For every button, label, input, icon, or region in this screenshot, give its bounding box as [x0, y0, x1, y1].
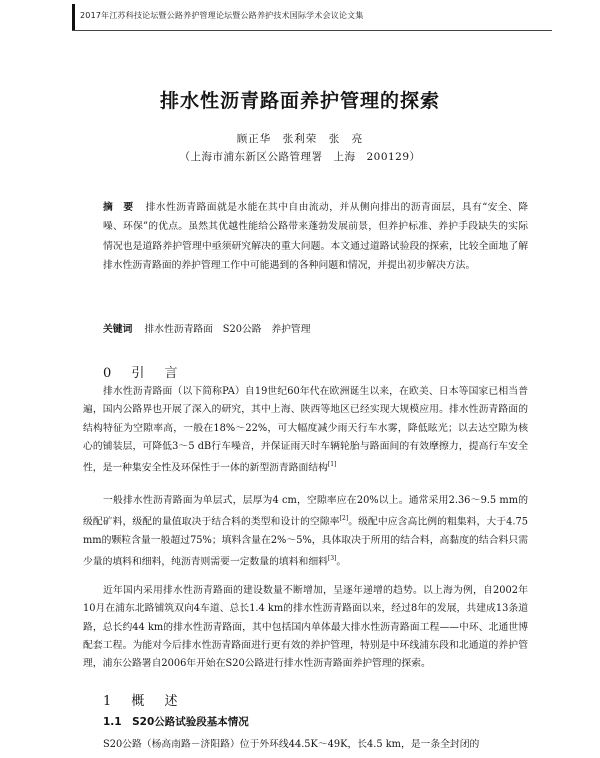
abstract-text: 排水性沥青路面就是水能在其中自由流动，并从侧向排出的沥青面层，具有“安全、降噪、环保”的优点。虽然其优越性能给公路带来蓬勃发展前景，但养护标准、养护手段缺失的实际情况也是道路养护管理中亟须研究解决的重大问题。本文通过道路试验段的探索，比较全面地了解排水性沥青路面的养护管理工作中可能遇到的各种问题和情况，并提出初步解决方法。 [103, 202, 529, 271]
running-header: 2017年江苏科技论坛暨公路养护管理论坛暨公路养护技术国际学术会议论文集 [80, 11, 364, 20]
section-heading-overview: 1 概 述 [103, 694, 186, 709]
paragraph-2-text-b: 。级配中应含高比例的粗集料，大于4.75 mm的颗粒含量一般超过75%；填料含量在2%～5%，具体取决于所用的结合料，高黏度的结合料只需少量的填料和细料，纯沥青则需要一定数量的填料和细料 [83, 516, 528, 568]
affiliation: （上海市浦东新区公路管理署 上海 200129） [179, 151, 421, 163]
keywords [103, 321, 311, 335]
subsection-heading: 1.1 S20公路试验段基本情况 [103, 716, 249, 728]
abstract [103, 198, 528, 275]
citation-3: [3] [327, 555, 337, 563]
paragraph-3: 近年国内采用排水性沥青路面的建设数量不断增加，呈逐年递增的趋势。以上海为例，自2002年10月在浦东北路铺筑双向4车道、总长1.4 km的排水性沥青路面以来，经过8年的发展，共建成13条道路，总长约44 km的排水性沥青路面，其中包括国内单体最大排水性沥青路面工程——中环、北通世博配套工程。为能对今后排水性沥青路面进行更有效的养护管理，特别是中环线浦东段和北通道的养护管理，浦东公路署自2006年开始在S20公路进行排水性沥青路面养护管理的探索。 [83, 585, 528, 670]
citation-1: [1] [327, 461, 337, 469]
authors: 顾正华 张利荣 张 亮 [236, 133, 364, 145]
citation-2: [2] [339, 515, 349, 523]
paragraph-2-text: 一般排水性沥青路面为单层式，层厚为4 cm，空隙率应在20%以上。通常采用2.36～9.5 mm的级配矿料，级配的量值取决于结合料的类型和设计的空隙率 [83, 495, 528, 528]
paragraph-1 [83, 383, 528, 478]
header-bar [72, 4, 75, 30]
keywords-label: 关键词 [103, 324, 133, 335]
keywords-text: 排水性沥青路面 S20公路 养护管理 [144, 324, 311, 335]
abstract-label: 摘 要 [103, 202, 134, 213]
paragraph-1-text: 排水性沥青路面（以下简称PA）自19世纪60年代在欧洲诞生以来，在欧美、日本等国家已相当普遍，国内公路界也开展了深入的研究，其中上海、陕西等地区已经实现大规模应用。排水性沥青路面的结构特征为空隙率高，一般在18%～22%，可大幅度减少雨天行车水雾，降低眩光；以去达空隙为核心的铺装层，可降低3～5 dB行车噪音，并保证雨天时车辆轮胎与路面间的有效摩擦力，提高行车安全性，是一种集安全性及环保性于一体的新型沥青路面结构 [83, 386, 528, 474]
paragraph-4: S20公路（杨高南路－济阳路）位于外环线44.5K～49K，长4.5 km，是一条全封闭的 [103, 739, 480, 750]
paragraph-2 [83, 492, 528, 572]
header-rule [72, 30, 552, 31]
paragraph-2-end: 。 [336, 556, 347, 568]
paper-title: 排水性沥青路面养护管理的探索 [159, 90, 440, 112]
section-heading-intro: 0 引 言 [103, 366, 186, 381]
